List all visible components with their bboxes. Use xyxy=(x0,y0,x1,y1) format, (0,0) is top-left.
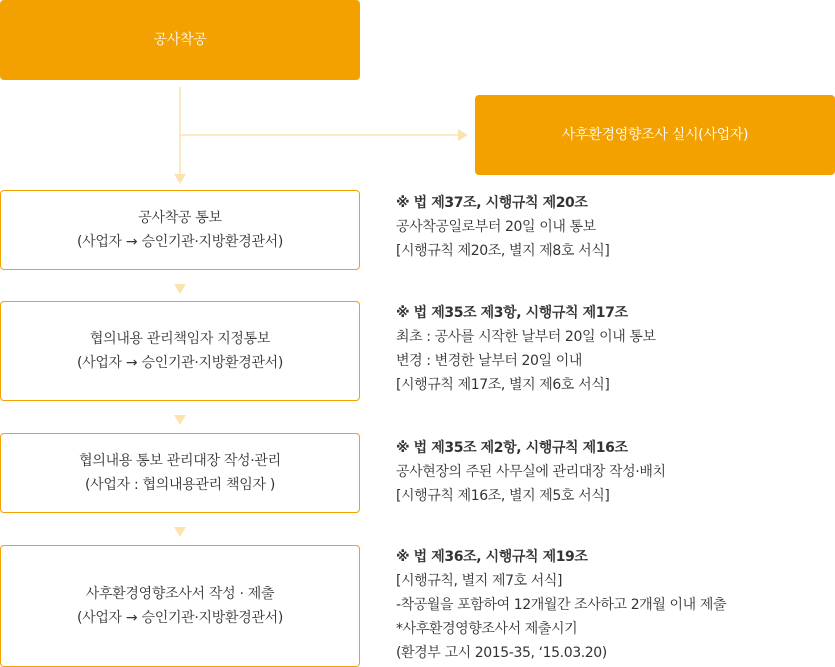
note-line: [시행규칙, 별지 제7호 서식] xyxy=(396,573,563,589)
arrow-down-icon xyxy=(174,415,186,425)
step-title: 공사착공 통보 xyxy=(138,210,222,226)
step-box-1 xyxy=(0,190,360,270)
start-box xyxy=(0,0,360,80)
note-line: *사후환경영향조사서 제출시기 xyxy=(396,621,578,637)
note-line: 공사현장의 주된 사무실에 관리대장 작성·배치 xyxy=(396,464,666,480)
step-title: 사후환경영향조사서 작성 · 제출 xyxy=(85,586,275,602)
arrow-down-icon xyxy=(174,527,186,537)
note-law-reference: ※ 법 제36조, 시행규칙 제19조 xyxy=(396,549,588,565)
note-law-reference: ※ 법 제37조, 시행규칙 제20조 xyxy=(396,195,588,211)
note-law-reference: ※ 법 제35조 제2항, 시행규칙 제16조 xyxy=(396,440,628,456)
note-line: [시행규칙 제17조, 별지 제6호 서식] xyxy=(396,377,610,393)
step-title: 협의내용 관리책임자 지정통보 xyxy=(89,331,271,347)
note-step-4 xyxy=(396,545,726,665)
note-line: (환경부 고시 2015-35, ‘15.03.20) xyxy=(396,645,607,661)
arrow-down-icon xyxy=(174,174,186,184)
note-line: 변경 : 변경한 날부터 20일 이내 xyxy=(396,353,582,369)
step-subtitle: (사업자 → 승인기관·지방환경관서) xyxy=(76,355,284,371)
note-line: 공사착공일로부터 20일 이내 통보 xyxy=(396,219,596,235)
note-step-2 xyxy=(396,301,656,397)
note-line: -착공월을 포함하여 12개월간 조사하고 2개월 이내 제출 xyxy=(396,597,727,613)
note-line: [시행규칙 제20조, 별지 제8호 서식] xyxy=(396,243,610,259)
note-step-1 xyxy=(396,191,609,263)
step-title: 협의내용 통보 관리대장 작성·관리 xyxy=(79,453,281,469)
step-subtitle: (사업자 → 승인기관·지방환경관서) xyxy=(76,234,284,250)
note-line: [시행규칙 제16조, 별지 제5호 서식] xyxy=(396,488,610,504)
note-line: 최초 : 공사를 시작한 날부터 20일 이내 통보 xyxy=(396,329,656,345)
side-box xyxy=(475,95,835,175)
start-box-label: 공사착공 xyxy=(153,32,207,48)
step-box-2 xyxy=(0,301,360,401)
side-box-label: 사후환경영향조사 실시(사업자) xyxy=(561,127,749,143)
arrow-right-icon xyxy=(458,129,468,141)
note-law-reference: ※ 법 제35조 제3항, 시행규칙 제17조 xyxy=(396,305,628,321)
step-box-3 xyxy=(0,433,360,513)
step-box-4 xyxy=(0,545,360,667)
step-subtitle: (사업자 : 협의내용관리 책임자 ) xyxy=(84,477,276,493)
step-subtitle: (사업자 → 승인기관·지방환경관서) xyxy=(76,610,284,626)
arrow-down-icon xyxy=(174,284,186,294)
note-step-3 xyxy=(396,436,666,508)
